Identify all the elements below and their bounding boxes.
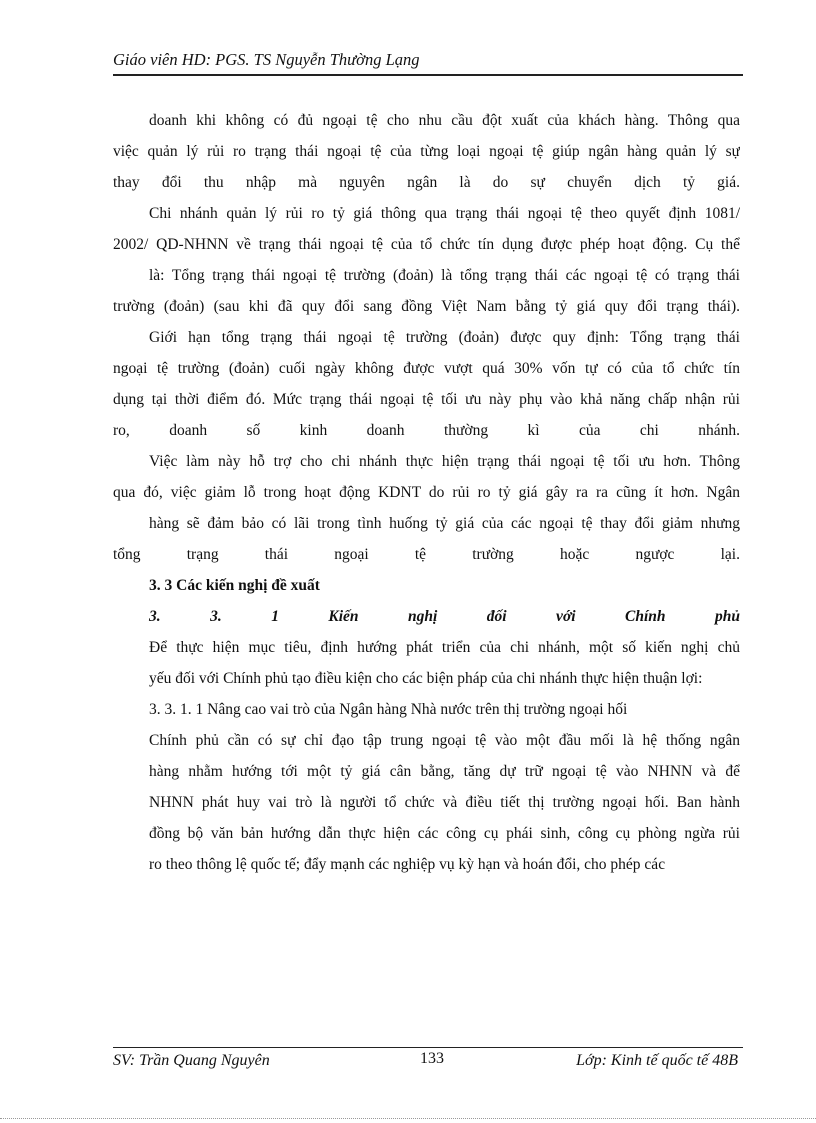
text-line: NHNN phát huy vai trò là người tổ chức và điều tiết thị trường ngoại hối. Ban hành: [149, 794, 740, 811]
text-line: ro, doanh số kinh doanh thường kì của chi nhánh.: [113, 422, 740, 439]
text-line: hàng nhằm hướng tới một tỷ giá cân bằng, tăng dự trữ ngoại tệ vào NHNN và để: [149, 763, 740, 780]
text-line: 3. 3. 1 Kiến nghị đối với Chính phủ: [149, 608, 740, 625]
text-line: yếu đối với Chính phủ tạo điều kiện cho các biện pháp của chi nhánh thực hiện thuận lợi:: [149, 670, 703, 687]
text-line: dụng tại thời điểm đó. Mức trạng thái ngoại tệ tối ưu này phụ vào khả năng chấp nhận rủi: [113, 391, 740, 408]
page-header: Giáo viên HD: PGS. TS Nguyễn Thường Lạng: [113, 50, 420, 69]
text-line: đồng bộ văn bản hướng dẫn thực hiện các công cụ phái sinh, công cụ phòng ngừa rủi: [149, 825, 740, 842]
text-line: doanh khi không có đủ ngoại tệ cho nhu cầu đột xuất của khách hàng. Thông qua: [149, 112, 740, 129]
text-line: việc quản lý rủi ro trạng thái ngoại tệ của từng loại ngoại tệ giúp ngân hàng quản lý sự: [113, 143, 740, 160]
text-line: là: Tổng trạng thái ngoại tệ trường (đoản) là tổng trạng thái các ngoại tệ có trạng thái: [149, 267, 740, 284]
text-line: qua đó, việc giảm lỗ trong hoạt động KDNT do rủi ro tỷ giá gây ra ra cũng ít hơn. Ngân: [113, 484, 740, 501]
page-number: 133: [420, 1050, 444, 1067]
page-edge-divider: [0, 1118, 816, 1119]
text-line: Để thực hiện mục tiêu, định hướng phát triển của chi nhánh, một số kiến nghị chủ: [149, 639, 740, 656]
text-line: Chi nhánh quản lý rủi ro tỷ giá thông qua trạng thái ngoại tệ theo quyết định 1081/: [149, 205, 740, 222]
document-body: [113, 105, 740, 880]
header-divider: [113, 74, 743, 76]
text-line: ro theo thông lệ quốc tế; đẩy mạnh các nghiệp vụ kỳ hạn và hoán đổi, cho phép các: [149, 856, 666, 873]
text-line: Giới hạn tổng trạng thái ngoại tệ trường (đoản) được quy định: Tổng trạng thái: [149, 329, 740, 346]
text-line: trường (đoản) (sau khi đã quy đổi sang đồng Việt Nam bằng tỷ giá quy đổi trạng thái).: [113, 298, 740, 315]
text-line: thay đổi thu nhập mà nguyên ngân là do sự chuyển dịch tỷ giá.: [113, 174, 740, 191]
footer-class: Lớp: Kinh tế quốc tế 48B: [576, 1052, 738, 1069]
text-line: ngoại tệ trường (đoản) cuối ngày không được vượt quá 30% vốn tự có của tổ chức tín: [113, 360, 740, 377]
text-line: 3. 3. 1. 1 Nâng cao vai trò của Ngân hàng Nhà nước trên thị trường ngoại hối: [149, 701, 628, 718]
text-line: Chính phủ cần có sự chỉ đạo tập trung ngoại tệ vào một đầu mối là hệ thống ngân: [149, 732, 740, 749]
footer-student: SV: Trần Quang Nguyên: [113, 1052, 270, 1069]
text-line: hàng sẽ đảm bảo có lãi trong tình huống tỷ giá của các ngoại tệ thay đổi giảm nhưng: [149, 515, 740, 532]
footer-divider: [113, 1047, 743, 1048]
text-line: Việc làm này hỗ trợ cho chi nhánh thực hiện trạng thái ngoại tệ tối ưu hơn. Thông: [149, 453, 740, 470]
text-line: tổng trạng thái ngoại tệ trường hoặc ngược lại.: [113, 546, 740, 563]
text-line: 3. 3 Các kiến nghị đề xuất: [149, 577, 320, 594]
text-line: 2002/ QD-NHNN về trạng thái ngoại tệ của tổ chức tín dụng được phép hoạt động. Cụ thể: [113, 236, 740, 253]
